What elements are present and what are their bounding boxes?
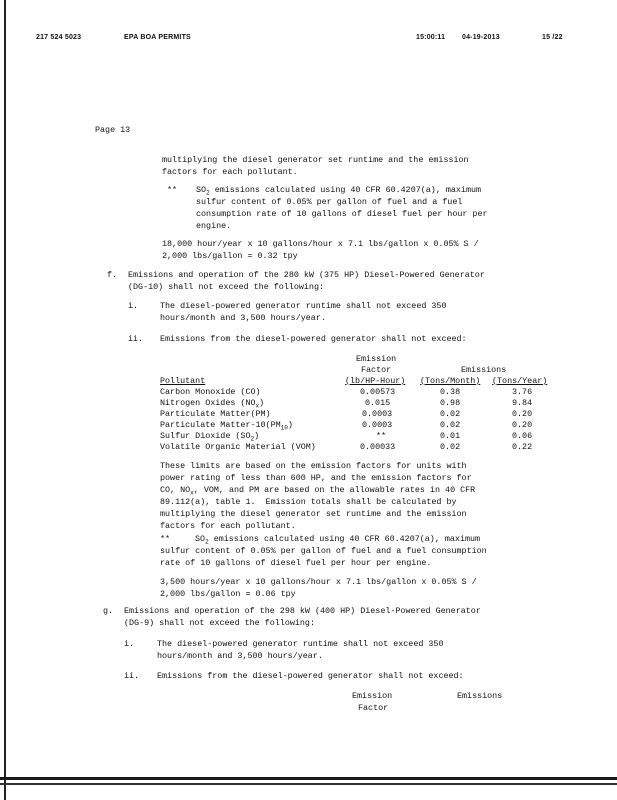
section-f-item-ii-num: ii. [128,334,144,344]
table-row-5-name: Sulfur Dioxide $(SO_2)$ [160,431,260,443]
section-f-letter: f. [107,270,118,280]
note1-line-2: sulfur content of 0.05% per gallon of fuel and a fuel [196,197,463,207]
table-hdr-factor: Factor [361,365,392,375]
table-row-1-factor: 0.00573 [360,387,396,397]
fax-time: 15:00:11 [416,34,446,41]
table-row-4-year: 0.20 [512,420,533,430]
fax-page: 15 /22 [542,34,563,41]
section-f-item-ii-text: Emissions from the diesel-powered generator shall not exceed: [160,334,467,344]
table-g-hdr-emissions: Emissions [457,691,503,701]
table-row-5-year: 0.06 [512,431,533,441]
section-f-item-i-line-2: hours/month and 3,500 hours/year. [160,313,326,323]
table-row-4-name: Particulate Matter-$10(PM_{10})$ [160,420,293,432]
section-g-item-i-num: i. [124,639,135,649]
scan-bottom-edge-2 [0,783,617,785]
section-f-item-i-num: i. [128,301,139,311]
table-col-month: (Tons/Month) [420,376,481,386]
note2-line-2: sulfur content of 0.05% per gallon of fuel and a fuel consumption [160,546,487,556]
table-col-factor: (lb/HP-Hour) [345,376,406,386]
section-g-item-i-line-2: hours/month and 3,500 hours/year. [157,651,323,661]
section-f-item-i-line-1: The diesel-powered generator runtime shall not exceed 350 [160,301,447,311]
note2-line-3: rate of 10 gallons of diesel fuel per hour per engine. [160,558,432,568]
note2-mark: ** [160,534,171,544]
table-row-3-month: 0.02 [440,409,461,419]
section-f-line-1: Emissions and operation of the 280 kW (375 HP) Diesel-Powered Generator [128,270,485,280]
table-row-1-month: 0.38 [440,387,461,397]
table-row-6-name: Volatile Organic Material (VOM) [160,442,316,452]
intro-line-1: multiplying the diesel generator set runtime and the emission [162,155,469,165]
scan-bottom-edge [0,777,617,780]
basis-line-5: multiplying the diesel generator set runtime and the emission [160,509,467,519]
table-col-year: (Tons/Year) [492,376,548,386]
basis-line-1: These limits are based on the emission factors for units with [160,461,467,471]
fax-date: 04-19-2013 [462,34,500,41]
table-row-6-month: 0.02 [440,442,461,452]
basis-line-6: factors for each pollutant. [160,521,296,531]
table-g-hdr-factor: Factor [358,703,389,713]
calc1-line-1: 18,000 hour/year x 10 gallons/hour x 7.1 lbs/gallon x 0.05% S / [162,239,479,249]
note1-line-1: $SO_2$ emissions calculated using 40 CFR 60.4207(a), maximum [196,185,482,197]
table-col-pollutant: Pollutant [160,376,206,386]
table-row-4-factor: 0.0003 [362,420,393,430]
calc2-line-1: 3,500 hours/year x 10 gallons/hour x 7.1 lbs/gallon x 0.05% S / [160,577,477,587]
fax-sender: EPA BOA PERMITS [124,34,191,41]
table-row-2-factor: 0.015 [365,398,391,408]
table-row-5-month: 0.01 [440,431,461,441]
table-row-4-month: 0.02 [440,420,461,430]
fax-phone: 217 524 5023 [36,34,82,41]
table-row-6-factor: 0.00033 [360,442,396,452]
table-row-1-year: 3.76 [512,387,533,397]
table-row-2-month: 0.98 [440,398,461,408]
table-hdr-emissions: Emissions [461,365,507,375]
basis-line-2: power rating of less than 600 HP, and the emission factors for [160,473,472,483]
table-row-2-year: 9.84 [512,398,533,408]
section-g-item-i-line-1: The diesel-powered generator runtime shall not exceed 350 [157,639,444,649]
table-row-3-name: Particulate Matter(PM) [160,409,271,419]
calc1-line-2: 2,000 lbs/gallon = 0.32 tpy [162,251,298,261]
note2-line-1: $SO_2$ emissions calculated using 40 CFR 60.4207(a), maximum [195,534,481,546]
section-f-line-2: (DG-10) shall not exceed the following: [128,282,325,292]
table-row-5-factor: ** [376,431,387,441]
basis-line-4: 89.112(a), table 1. Emission totals shall be calculated by [160,497,457,507]
section-g-letter: g. [103,606,114,616]
table-row-1-name: Carbon Monoxide (CO) [160,387,261,397]
section-g-item-ii-num: ii. [124,671,140,681]
table-row-6-year: 0.22 [512,442,533,452]
table-row-2-name: Nitrogen Oxides $(NO_x)$ [160,398,265,410]
table-hdr-emission: Emission [356,354,397,364]
basis-line-3: CO, $NO_x$, VOM, and PM are based on the allowable rates in 40 CFR [160,485,476,497]
table-g-hdr-emission: Emission [352,691,393,701]
calc2-line-2: 2,000 lbs/gallon = 0.06 tpy [160,589,296,599]
section-g-line-2: (DG-9) shall not exceed the following: [124,618,315,628]
note1-line-3: consumption rate of 10 gallons of diesel fuel per hour per [196,209,488,219]
table-row-3-year: 0.20 [512,409,533,419]
note1-mark: ** [167,185,178,195]
section-g-line-1: Emissions and operation of the 298 kW (400 HP) Diesel-Powered Generator [124,606,481,616]
scan-left-edge [4,0,6,800]
intro-line-2: factors for each pollutant. [162,167,298,177]
note1-line-4: engine. [196,221,232,231]
section-g-item-ii-text: Emissions from the diesel-powered generator shall not exceed: [157,671,464,681]
page-label: Page 13 [95,125,131,135]
table-row-3-factor: 0.0003 [362,409,393,419]
